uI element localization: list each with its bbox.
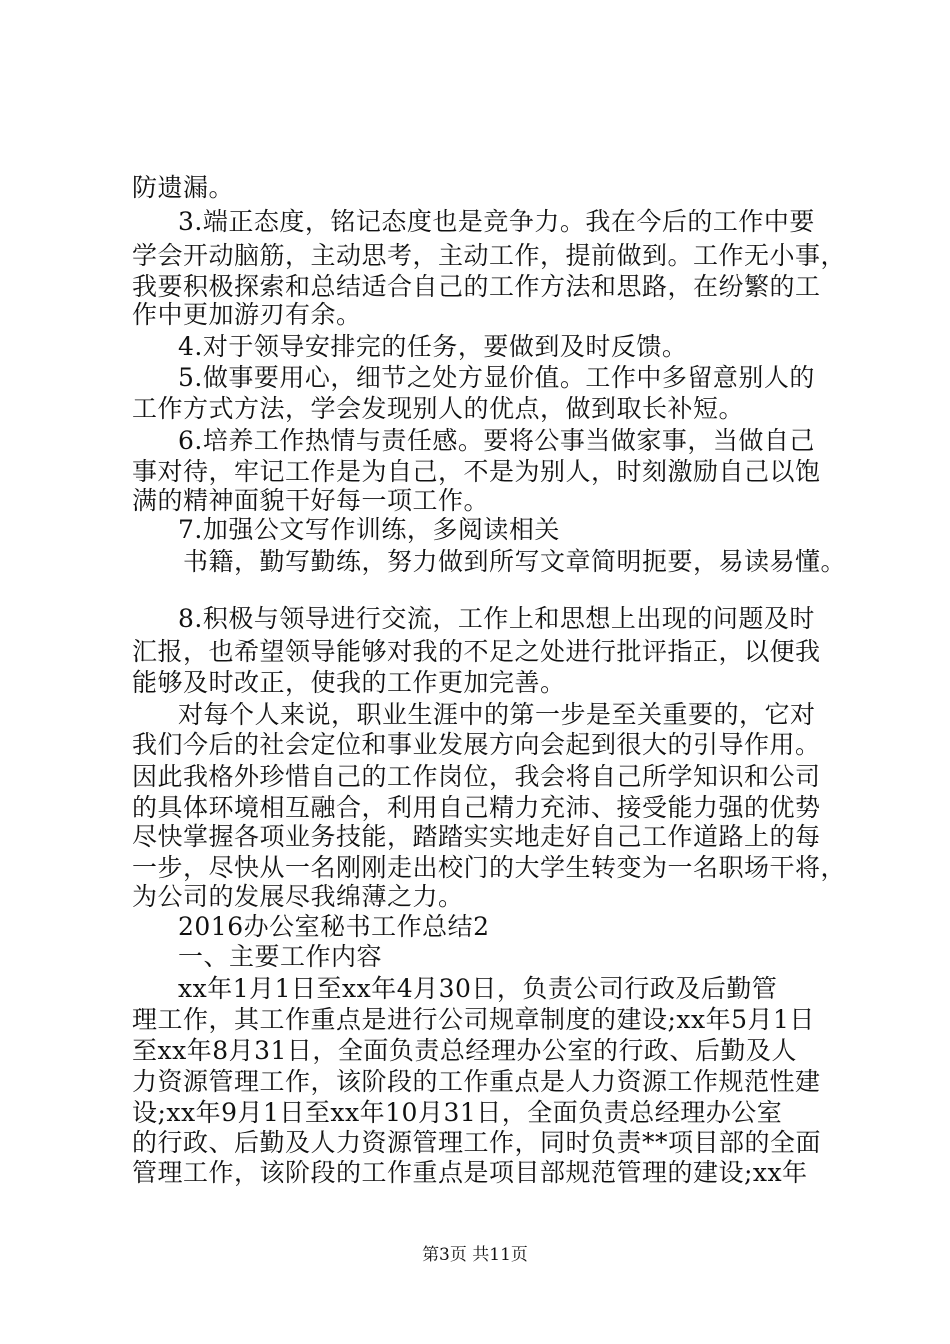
text-line: 能够及时改正，使我的工作更加完善。 [132,668,566,697]
text-line: 3.端正态度，铭记态度也是竞争力。我在今后的工作中要 [178,207,815,236]
text-line: 因此我格外珍惜自己的工作岗位，我会将自己所学知识和公司 [132,762,821,791]
text-line: 一步，尽快从一名刚刚走出校门的大学生转变为一名职场干将， [132,853,847,882]
text-line: 对每个人来说，职业生涯中的第一步是至关重要的，它对 [178,700,816,729]
text-line: 4.对于领导安排完的任务，要做到及时反馈。 [178,332,688,361]
text-line: 为公司的发展尽我绵薄之力。 [132,882,464,911]
subsection-heading: 一、主要工作内容 [178,942,383,971]
page-footer: 第3页 共11页 [422,1245,528,1265]
text-line: 理工作，其工作重点是进行公司规章制度的建设;xx年5月1日 [132,1005,815,1034]
text-line: 汇报，也希望领导能够对我的不足之处进行批评指正，以便我 [132,637,821,666]
text-line: 学会开动脑筋，主动思考，主动工作，提前做到。工作无小事， [132,241,847,270]
text-line: 满的精神面貌干好每一项工作。 [132,486,490,515]
text-line: 力资源管理工作，该阶段的工作重点是人力资源工作规范性建 [132,1067,821,1096]
text-line: 管理工作，该阶段的工作重点是项目部规范管理的建设;xx年 [132,1158,808,1187]
text-line: 尽快掌握各项业务技能，踏踏实实地走好自己工作道路上的每 [132,822,821,851]
text-line: 书籍，勤写勤练，努力做到所写文章简明扼要，易读易懂。 [183,547,847,576]
text-line: 6.培养工作热情与责任感。要将公事当做家事，当做自己 [178,426,815,455]
text-line: 防遗漏。 [132,173,235,202]
section-heading: 2016办公室秘书工作总结2 [178,912,490,941]
text-line: 作中更加游刃有余。 [132,300,362,329]
text-line: 的具体环境相互融合，利用自己精力充沛、接受能力强的优势 [132,793,821,822]
text-line: 我们今后的社会定位和事业发展方向会起到很大的引导作用。 [132,730,821,759]
text-line: 工作方式方法，学会发现别人的优点，做到取长补短。 [132,394,745,423]
text-line: 至xx年8月31日，全面负责总经理办公室的行政、后勤及人 [132,1036,797,1065]
text-line: 设;xx年9月1日至xx年10月31日，全面负责总经理办公室 [132,1098,783,1127]
text-line: 8.积极与领导进行交流，工作上和思想上出现的问题及时 [178,604,815,633]
text-line: 5.做事要用心，细节之处方显价值。工作中多留意别人的 [178,363,815,392]
text-line: 我要积极探索和总结适合自己的工作方法和思路，在纷繁的工 [132,272,821,301]
text-line: xx年1月1日至xx年4月30日，负责公司行政及后勤管 [178,974,778,1003]
text-line: 的行政、后勤及人力资源管理工作，同时负责**项目部的全面 [132,1128,822,1157]
text-line: 7.加强公文写作训练，多阅读相关 [178,515,560,544]
text-line: 事对待，牢记工作是为自己，不是为别人，时刻激励自己以饱 [132,457,821,486]
